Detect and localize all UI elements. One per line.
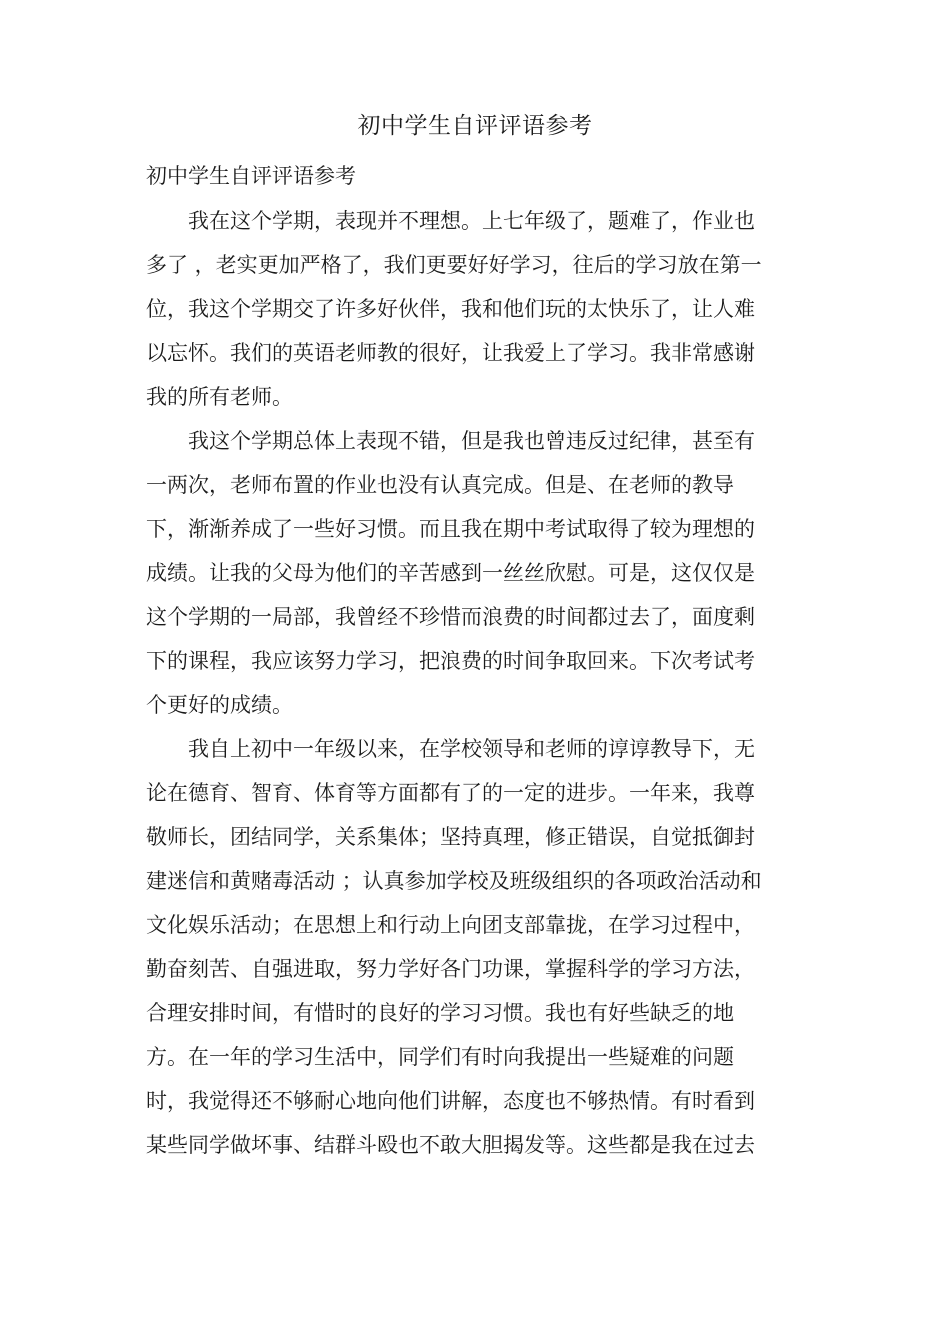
body-text-line: 这个学期的一局部，我曾经不珍惜而浪费的时间都过去了，面度剩 xyxy=(146,605,755,629)
body-text-line: 下的课程，我应该努力学习，把浪费的时间争取回来。下次考试考 xyxy=(146,649,755,673)
body-text-line: 我的所有老师。 xyxy=(146,385,293,409)
body-text-line: 论在德育、智育、体育等方面都有了的一定的进步。一年来，我尊 xyxy=(146,781,755,805)
body-text-line: 以忘怀。我们的英语老师教的很好，让我爱上了学习。我非常感谢 xyxy=(146,341,755,365)
body-text-line: 成绩。让我的父母为他们的辛苦感到一丝丝欣慰。可是，这仅仅是 xyxy=(146,561,755,585)
body-text-line: 建迷信和黄赌毒活动 ；认真参加学校及班级组织的各项政治活动和 xyxy=(146,869,762,893)
body-text-line: 我这个学期总体上表现不错，但是我也曾违反过纪律，甚至有 xyxy=(188,429,755,453)
body-text-line: 我自上初中一年级以来，在学校领导和老师的谆谆教导下，无 xyxy=(188,737,755,761)
body-text-line: 方。在一年的学习生活中，同学们有时向我提出一些疑难的问题 xyxy=(146,1045,734,1069)
body-text-line: 我在这个学期，表现并不理想。上七年级了，题难了，作业也 xyxy=(188,209,755,233)
body-text-line: 文化娱乐活动；在思想上和行动上向团支部靠拢，在学习过程中， xyxy=(146,913,755,937)
document-subtitle: 初中学生自评评语参考 xyxy=(146,164,356,188)
body-text-line: 下，渐渐养成了一些好习惯。而且我在期中考试取得了较为理想的 xyxy=(146,517,755,541)
body-text-line: 某些同学做坏事、结群斗殴也不敢大胆揭发等。这些都是我在过去 xyxy=(146,1133,755,1157)
body-text-line: 一两次，老师布置的作业也没有认真完成。但是、在老师的教导 xyxy=(146,473,734,497)
body-text-line: 敬师长，团结同学，关系集体；坚持真理，修正错误，自觉抵御封 xyxy=(146,825,755,849)
body-text-line: 勤奋刻苦、自强进取，努力学好各门功课，掌握科学的学习方法， xyxy=(146,957,755,981)
body-text-line: 多了 ，老实更加严格了，我们更要好好学习，往后的学习放在第一 xyxy=(146,253,762,277)
body-text-line: 合理安排时间，有惜时的良好的学习习惯。我也有好些缺乏的地 xyxy=(146,1001,734,1025)
document-title: 初中学生自评评语参考 xyxy=(357,113,593,139)
body-text-line: 时，我觉得还不够耐心地向他们讲解，态度也不够热情。有时看到 xyxy=(146,1089,755,1113)
body-text-line: 位，我这个学期交了许多好伙伴，我和他们玩的太快乐了，让人难 xyxy=(146,297,755,321)
document-body xyxy=(146,199,816,1167)
body-text-line: 个更好的成绩。 xyxy=(146,693,293,717)
